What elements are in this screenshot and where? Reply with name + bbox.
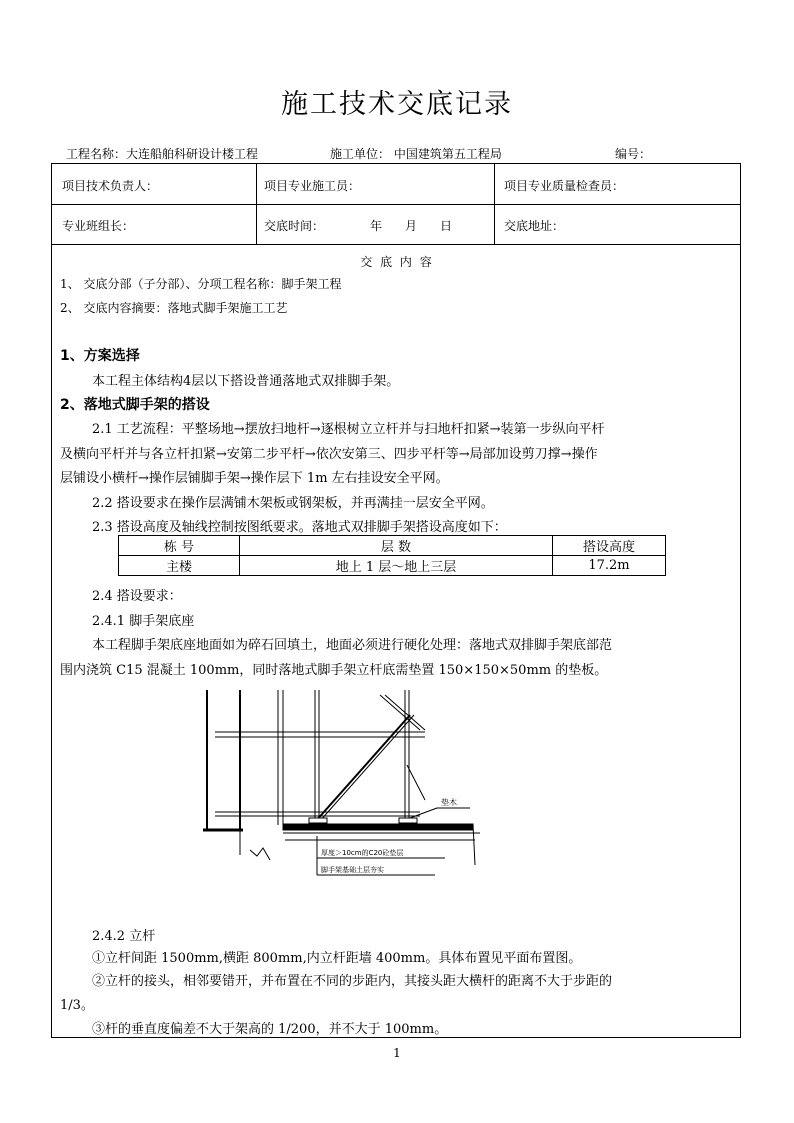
record-number: 编号： [615,147,652,161]
section-2-2: 2.2 搭设要求在操作层满铺木架板或钢架板，并再满挂一层安全平网。 [92,496,494,511]
construction-unit: 施工单位： 中国建筑第五工程局 [330,147,502,161]
section-2-4-2-item-2-a: ②立杆的接头，相邻要错开，并布置在不同的步距内，其接头距大横杆的距离不大于步距的 [92,974,613,989]
row-divider [52,204,740,205]
project-name: 工程名称：大连船舶科研设计楼工程 [66,147,259,161]
content-heading: 交 底 内 容 [360,255,434,269]
brief-place-label: 交底地址： [504,219,565,233]
section-2-4: 2.4 搭设要求： [92,589,182,604]
day-label: 日 [440,219,453,233]
quality-inspector-label: 项目专业质量检查员： [504,179,625,193]
year-label: 年 [370,219,383,233]
section-1-text: 本工程主体结构4层以下搭设普通落地式双排脚手架。 [92,374,400,389]
section-2-4-2-item-1: ①立杆间距 1500mm,横距 800mm,内立杆距墙 400mm。具体布置见平面布置图。 [92,951,582,966]
section-2-4-2-item-2-b: 1/3。 [60,998,94,1013]
section-1-title: 1、方案选择 [60,348,140,364]
month-label: 月 [405,219,418,233]
section-2-4-1-line-a: 本工程脚手架底座地面如为碎石回填土，地面必须进行硬化处理：落地式双排脚手架底部范 [92,638,613,653]
section-2-4-1: 2.4.1 脚手架底座 [92,614,195,629]
pad-label: 垫木 [441,798,457,807]
section-2-title: 2、落地式脚手架的搭设 [60,397,210,413]
team-leader-label: 专业班组长： [62,219,135,233]
table-cell: 地上 1 层～地上三层 [240,556,553,576]
concrete-layer-label: 厚度＞10cm的C20砼垫层 [321,849,404,857]
table-header: 栋 号 [119,536,240,556]
content-line-1: 1、 交底分部（子分部）、分项工程名称：脚手架工程 [60,277,342,291]
section-2-1-line-a: 2.1 工艺流程：平整场地→摆放扫地杆→逐根树立立杆并与扫地杆扣紧→装第一步纵向平杆 [92,422,605,437]
table-header-row [119,536,666,556]
content-line-2: 2、 交底内容摘要：落地式脚手架施工工艺 [60,301,288,315]
table-header: 层 数 [240,536,553,556]
section-2-4-1-line-b: 围内浇筑 C15 混凝土 100mm，同时落地式脚手架立杆底需垫置 150×150×50mm 的垫板。 [60,663,608,678]
brief-time-label: 交底时间： [264,219,325,233]
section-2-1-line-c: 层铺设小横杆→操作层铺脚手架→操作层下 1m 左右挂设安全平网。 [60,471,449,486]
row-divider [52,244,740,245]
section-2-3: 2.3 搭设高度及轴线控制按图纸要求。落地式双排脚手架搭设高度如下： [92,520,507,535]
table-row [119,556,666,576]
page-number: 1 [393,1046,401,1060]
col-divider [256,164,257,244]
col-divider [494,164,495,244]
table-cell: 主楼 [119,556,240,576]
document-title: 施工技术交底记录 [281,89,513,120]
pro-worker-label: 项目专业施工员： [264,179,361,193]
tech-lead-label: 项目技术负责人： [62,179,159,193]
section-2-4-2: 2.4.2 立杆 [92,929,156,944]
height-table [118,535,666,576]
soil-layer-label: 脚手架基础土层夯实 [321,866,384,874]
scaffold-base-figure [195,690,495,890]
table-cell: 17.2m [553,556,666,576]
table-header: 搭设高度 [553,536,666,556]
section-2-4-2-item-3: ③杆的垂直度偏差不大于架高的 1/200，并不大于 100mm。 [92,1022,448,1037]
section-2-1-line-b: 及横向平杆并与各立杆扣紧→安第二步平杆→依次安第三、四步平杆等→局部加设剪刀撑→操作 [60,447,598,462]
